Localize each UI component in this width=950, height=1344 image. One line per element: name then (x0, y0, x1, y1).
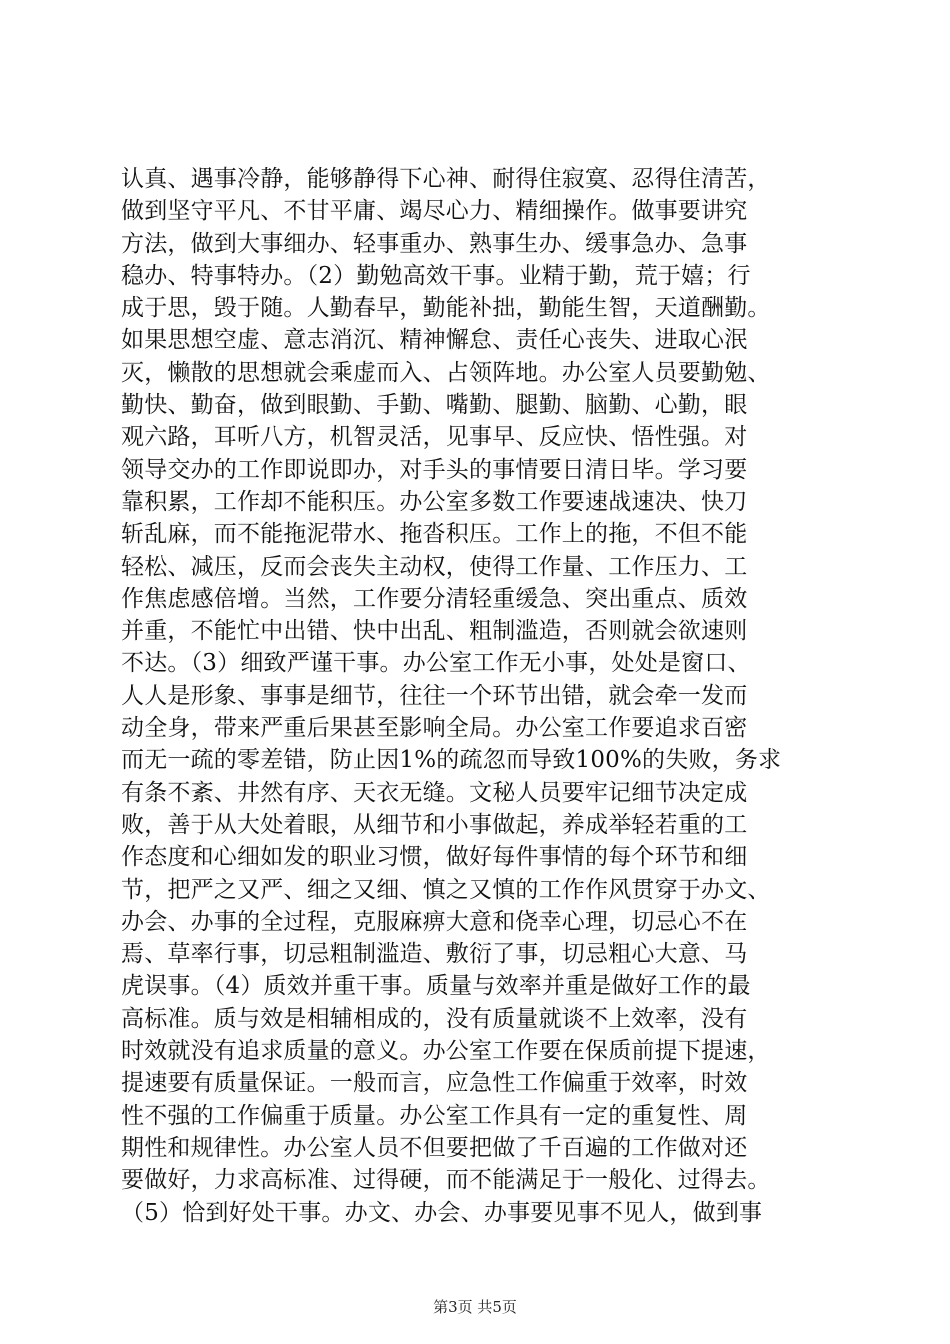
text-line: 办会、办事的全过程，克服麻痹大意和侥幸心理，切忌心不在 (121, 908, 748, 935)
text-line: 提速要有质量保证。一般而言，应急性工作偏重于效率，时效 (121, 1070, 748, 1097)
text-line: 作焦虑感倍增。当然，工作要分清轻重缓急、突出重点、质效 (121, 585, 748, 612)
text-line: 轻松、减压，反而会丧失主动权，使得工作量、工作压力、工 (121, 553, 748, 580)
text-line: 稳办、特事特办。（2）勤勉高效干事。业精于勤，荒于嬉；行 (121, 262, 751, 289)
text-line: （5）恰到好处干事。办文、办会、办事要见事不见人，做到事 (121, 1199, 763, 1226)
text-line: 做到坚守平凡、不甘平庸、竭尽心力、精细操作。做事要讲究 (121, 198, 748, 225)
text-line: 节，把严之又严、细之又细、慎之又慎的工作作风贯穿于办文、 (121, 876, 771, 903)
text-line: 方法，做到大事细办、轻事重办、熟事生办、缓事急办、急事 (121, 230, 748, 257)
text-line: 虎误事。（4）质效并重干事。质量与效率并重是做好工作的最 (121, 973, 751, 1000)
text-line: 要做好，力求高标准、过得硬，而不能满足于一般化、过得去。 (121, 1167, 771, 1194)
text-line: 败，善于从大处着眼，从细节和小事做起，养成举轻若重的工 (121, 811, 748, 838)
text-line: 作态度和心细如发的职业习惯，做好每件事情的每个环节和细 (121, 844, 748, 871)
text-line: 人人是形象、事事是细节，往往一个环节出错，就会牵一发而 (121, 682, 748, 709)
text-line: 勤快、勤奋，做到眼勤、手勤、嘴勤、腿勤、脑勤、心勤，眼 (121, 392, 748, 419)
body-text (121, 163, 841, 1229)
page-footer: 第3页 共5页 (433, 1298, 517, 1316)
text-line: 并重，不能忙中出错、快中出乱、粗制滥造，否则就会欲速则 (121, 618, 748, 645)
text-line: 高标准。质与效是相辅相成的，没有质量就谈不上效率，没有 (121, 1005, 748, 1032)
text-line: 动全身，带来严重后果甚至影响全局。办公室工作要追求百密 (121, 715, 748, 742)
text-line: 斩乱麻，而不能拖泥带水、拖沓积压。工作上的拖，不但不能 (121, 521, 748, 548)
text-line: 成于思，毁于随。人勤春早，勤能补拙，勤能生智，天道酬勤。 (121, 295, 771, 322)
text-line: 领导交办的工作即说即办，对手头的事情要日清日毕。学习要 (121, 456, 748, 483)
text-line: 时效就没有追求质量的意义。办公室工作要在保质前提下提速， (121, 1038, 771, 1065)
text-line: 性不强的工作偏重于质量。办公室工作具有一定的重复性、周 (121, 1102, 748, 1129)
text-line: 灭，懒散的思想就会乘虚而入、占领阵地。办公室人员要勤勉、 (121, 359, 771, 386)
text-line: 有条不紊、井然有序、天衣无缝。文秘人员要牢记细节决定成 (121, 779, 748, 806)
text-line: 认真、遇事冷静，能够静得下心神、耐得住寂寞、忍得住清苦， (121, 166, 771, 192)
text-line: 不达。（3）细致严谨干事。办公室工作无小事，处处是窗口、 (121, 650, 751, 677)
text-line: 靠积累，工作却不能积压。办公室多数工作要速战速决、快刀 (121, 488, 748, 515)
text-line: 而无一疏的零差错，防止因1%的疏忽而导致100%的失败，务求 (121, 747, 782, 774)
text-line: 焉、草率行事，切忌粗制滥造、敷衍了事，切忌粗心大意、马 (121, 941, 748, 968)
text-line: 如果思想空虚、意志消沉、精神懈怠、责任心丧失、进取心泯 (121, 327, 748, 354)
text-line: 观六路，耳听八方，机智灵活，见事早、反应快、悟性强。对 (121, 424, 748, 451)
text-line: 期性和规律性。办公室人员不但要把做了千百遍的工作做对还 (121, 1134, 748, 1161)
